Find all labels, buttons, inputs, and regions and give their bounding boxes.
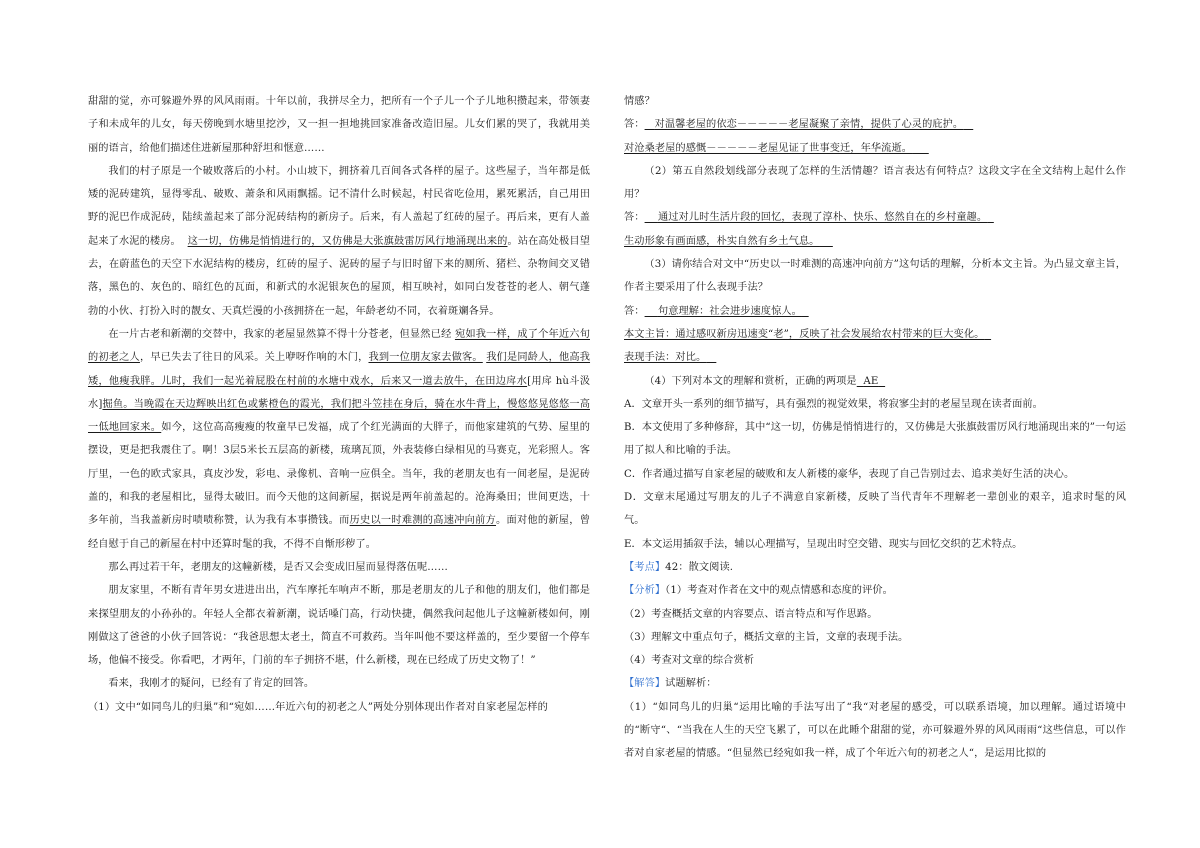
jieda-detail-1: （1）“如同鸟儿的归巢“运用比喻的手法写出了“我“对老屋的感受，可以联系语境，加以理解。通过语境中的“断守“、“当我在人生的天空飞累了，可以在此睡个甜甜的觉，亦可躲避外界的风风雨雨“这些信息，可以作者对自家老屋的情感。“但显然已经宛如我一样，成了个年近六旬的初老之人“，是运用比拟的 <box>624 701 1126 760</box>
answer-1-line-2 <box>624 137 1126 160</box>
answer-2-text-2-value: 生动形象有画面感，朴实自然有乡土气息。 <box>624 235 820 247</box>
paragraph-3-text-a: 在一片古老和新潮的交替中，我家的老屋显然算不得十分苍老，但显然已经 <box>108 328 452 340</box>
answer-2-text-2 <box>624 236 833 247</box>
paragraph-1: 甜甜的觉，亦可躲避外界的风风雨雨。十年以前，我拼尽全力，把所有一个子儿一个子儿地积攒起来，带领妻子和未成年的儿女，每天傍晚到水塘里挖沙，又一担一担地挑回家准备改造旧屋。儿女们累的哭了，我就用美丽的语言，给他们描述住进新屋那种舒坦和惬意…… <box>88 96 590 154</box>
paragraph-3 <box>88 323 590 556</box>
question-4-answer-value: AE <box>863 375 879 387</box>
answer-label: 答： <box>624 212 645 224</box>
answer-3-line-1 <box>624 300 1126 323</box>
answer-3-text-3 <box>624 352 716 363</box>
answer-3-text-1 <box>645 306 809 317</box>
paragraph-6: 看来，我刚才的疑问，已经有了肯定的回答。 <box>108 678 315 690</box>
option-d: D．文章末尾通过写朋友的儿子不满意自家新楼，反映了当代青年不理解老一辈创业的艰辛，追求时髦的风气。 <box>624 492 1126 527</box>
option-a: A．文章开头一系列的细节描写，具有强烈的视觉效果，将寂寥尘封的老屋呈现在读者面前。 <box>624 398 1043 410</box>
paragraph-3-text-b: ，早已失去了往日的风采。关上咿呀作响的木门， <box>139 352 369 364</box>
answer-3-text-2 <box>624 329 991 340</box>
fenxi-tag: 【分析】 <box>624 585 666 597</box>
answer-1-text-1-value: 对温馨老屋的依恋－－－－－老屋凝聚了亲情，提供了心灵的庇护。 <box>654 119 964 131</box>
fenxi-line <box>624 579 1126 602</box>
answer-3-text-1-value: 句意理解：社会进步速度惊人。 <box>657 305 802 317</box>
question-4-answer <box>857 376 885 387</box>
jieda-tag: 【解答】 <box>624 678 666 690</box>
answer-1-text-2-value: 对沧桑老屋的感慨－－－－－老屋见证了世事变迁，年华流逝。 <box>624 142 913 154</box>
answer-3-line-3 <box>624 346 1126 369</box>
answer-1-line-1 <box>624 113 1126 136</box>
underlined-sentence-1: 这一切，仿佛是悄悄进行的，又仿佛是大张旗鼓雷厉风行地涌现出来的 <box>187 235 508 247</box>
paragraph-3-text-e: 如今，这位高高瘦瘦的牧童早已发福，成了个红光满面的大胖子，而他家建筑的气势、屋里的摆设，更是把我震住了。啊！3层5米长五层高的新楼，琉璃瓦顶，外表装修白绿相见的马赛克，光彩照人。客厅里，一色的欧式家具，真皮沙发，彩电、录像机、音响一应俱全。当年，我的老朋友也有一间老屋，是泥砖盖的，和我的老屋相比，显得太破旧。而今天他的这间新屋，据说是两年前盖起的。沧海桑田；世间更迭，十多年前，当我盖新房时啧啧称赞，认为我有本事攒钱。而 <box>88 422 590 527</box>
option-b: B．本文使用了多种修辞，其中“这一切，仿佛是悄悄进行的，又仿佛是大张旗鼓雷厉风行地涌现出来的”一句运用了拟人和比喻的手法。 <box>624 422 1126 457</box>
right-column <box>624 90 1126 766</box>
paragraph-2-text-b: 。站在高处极目望去，在蔚蓝色的天空下水泥结构的楼房，红砖的屋子、泥砖的屋子与旧时留下来的厕所、猪栏、杂物间交叉错落，黑色的、灰色的、暗红色的瓦面，和新式的水泥银灰色的屋顶，相互映衬，如同白发苍苍的老人、朝气蓬勃的小伙、打扮入时的靓女、天真烂漫的小孩拥挤在一起，年龄老幼不同，衣着斑斓各异。 <box>88 235 590 317</box>
question-4-text: （4）下列对本文的理解和赏析，正确的两项是 <box>644 375 857 387</box>
option-c: C．作者通过描写自家老屋的破败和友人新楼的豪华，表现了自己告别过去、追求美好生活的决心。 <box>624 468 1075 480</box>
kaodian-text: 42：散文阅读. <box>665 561 734 573</box>
answer-1-text-1 <box>645 119 974 130</box>
option-e: E．本文运用插叙手法，辅以心理描写，呈现出时空交错、现实与回忆交织的艺术特点。 <box>624 538 1023 550</box>
underlined-sentence-6: 历史以一时难测的高速冲向前方 <box>349 515 497 527</box>
answer-3-text-3-value: 表现手法：对比。 <box>624 352 707 364</box>
paragraph-2-text-a: 我们的村子原是一个破败落后的小村。小山坡下，拥挤着几百间各式各样的屋子。这些屋子，当年都是低矮的泥砖建筑，显得零乱、破败、萧条和风雨飘摇。记不清什么时候起，村民省吃俭用，累死累活，自己用田野的泥巴作成泥砖，陆续盖起来了部分泥砖结构的新房子。后来，有人盖起了红砖的屋子。再后来，更有人盖起来了水泥的楼房。 <box>88 165 590 247</box>
fenxi-text-2: （2）考查概括文章的内容要点、语言特点和写作思路。 <box>624 608 878 620</box>
question-4 <box>624 370 1126 393</box>
answer-2-text-1-value: 通过对儿时生活片段的回忆，表现了淳朴、快乐、悠然自在的乡村童趣。 <box>657 212 988 224</box>
question-1: （1）文中“如同鸟儿的归巢”和“宛如……年近六旬的初老之人”两处分别体现出作者对自家老屋怎样的 <box>88 701 548 713</box>
paragraph-2 <box>88 160 590 323</box>
answer-3-text-2-value: 本文主旨：通过感叹新房迅速变“老”，反映了社会发展给农村带来的巨大变化。 <box>624 328 985 340</box>
paragraph-4: 那么再过若干年，老朋友的这幢新楼，是否又会变成旧屋而显得落伍呢…… <box>108 561 448 573</box>
underlined-sentence-2: 宛如我一样，成了个年近六旬的初老之人 <box>88 328 590 364</box>
question-1-continuation: 情感？ <box>624 96 655 107</box>
underlined-sentence-3: 我到一位朋友家去做客。 <box>368 352 483 364</box>
answer-label: 答： <box>624 305 645 317</box>
fenxi-text-1: （1）考查对作者在文中的观点情感和态度的评价。 <box>665 585 893 597</box>
answer-1-text-2 <box>624 143 929 154</box>
underlined-sentence-5: 掘鱼。当晚霞在天边辉映出红色或紫橙色的霞光，我们把斗笠挂在身后，骑在水牛背上，慢悠悠晃悠悠一高一低地回家来。 <box>88 398 590 434</box>
question-2: （2）第五自然段划线部分表现了怎样的生活情趣？语言表达有何特点？这段文字在全文结构上起什么作用？ <box>624 165 1126 201</box>
answer-2-line-1 <box>624 206 1126 229</box>
answer-label: 答： <box>624 119 645 131</box>
paragraph-5: 朋友家里，不断有青年男女进进出出，汽车摩托车响声不断，那是老朋友的儿子和他的朋友们，他们都是来探望朋友的小孙孙的。年轻人全都衣着新潮，说话嗓门高，行动快捷，偶然我问起他儿子这幢新楼如何，刚刚做这了爸爸的小伙子回答说：“我爸思想太老土，简直不可救药。当年叫他不要这样盖的，至少要留一个停车场，他偏不接受。你看吧，才两年，门前的车子拥挤不堪，什么新楼，现在已经成了历史文物了！” <box>88 585 590 667</box>
answer-2-line-2 <box>624 230 1126 253</box>
fenxi-text-4: （4）考查对文章的综合赏析 <box>624 655 755 667</box>
question-3: （3）请你结合对文中“历史以一时难测的高速冲向前方”这句话的理解，分析本文主旨。为凸显文章主旨，作者主要采用了什么表现手法？ <box>624 259 1126 294</box>
kaodian-line <box>624 556 1126 579</box>
jieda-text: 试题解析： <box>665 678 717 690</box>
gloss-note: [用戽 hù斗汲水] <box>88 375 590 410</box>
left-column <box>88 90 590 719</box>
answer-3-line-2 <box>624 323 1126 346</box>
answer-2-text-1 <box>645 212 994 223</box>
kaodian-tag: 【考点】 <box>624 561 666 573</box>
fenxi-text-3: （3）理解文中重点句子，概括文章的主旨，文章的表现手法。 <box>624 631 909 643</box>
underlined-sentence-4: 我们是同龄人，他高我矮，他瘦我胖。儿时，我们一起光着屁股在村前的水塘中戏水，后来又一道去放牛，在田边戽水 <box>88 352 591 387</box>
paragraph-3-text-f: 。面对他的新屋，曾经自慰于自己的新屋在村中还算时髦的我，不得不自惭形秽了。 <box>88 515 590 550</box>
jieda-line <box>624 672 1126 695</box>
